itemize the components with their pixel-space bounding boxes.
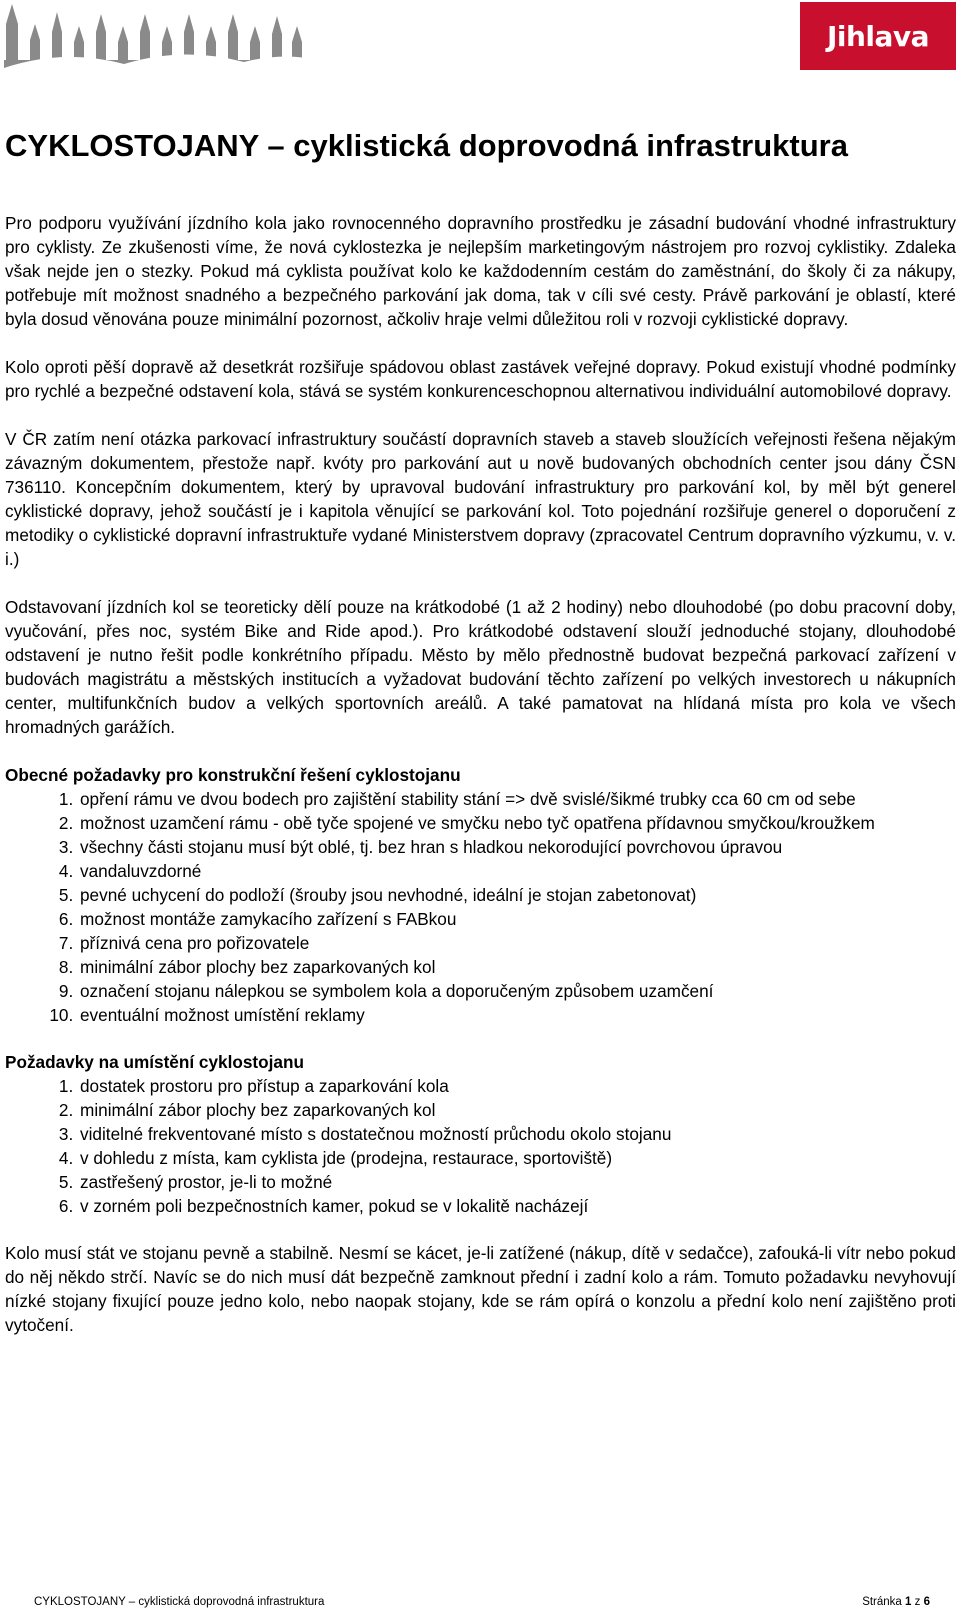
list-item: 1. opření rámu ve dvou bodech pro zajištění stability stání => dvě svislé/šikmé trubky cca 60 cm od sebe xyxy=(78,787,956,811)
section-title-construction: Obecné požadavky pro konstrukční řešení cyklostojanu xyxy=(5,764,461,785)
page-label: Stránka xyxy=(862,1596,902,1608)
list-item: 5. zastřešený prostor, je-li to možné xyxy=(78,1170,956,1194)
total-pages: 6 xyxy=(923,1596,930,1608)
document-title: CYKLOSTOJANY – cyklistická doprovodná infrastruktura xyxy=(5,128,848,163)
list-item: 4. vandaluvzdorné xyxy=(78,859,956,883)
of-label: z xyxy=(914,1596,921,1608)
section-title-placement: Požadavky na umístění cyklostojanu xyxy=(5,1051,304,1072)
list-item: 6. v zorném poli bezpečnostních kamer, pokud se v lokalitě nacházejí xyxy=(78,1194,956,1218)
paragraph-public-transport: Kolo oproti pěší dopravě až desetkrát rozšiřuje spádovou oblast zastávek veřejné dopravy. Pokud existují vhodné podmínky pro rychlé a bezpečné odstavení kola, stává se systém konkurenceschopnou alternativou individuální automobilové dopravy. xyxy=(5,356,956,401)
placement-requirements-list xyxy=(5,1074,956,1218)
list-item: 7. příznivá cena pro pořizovatele xyxy=(78,931,956,955)
city-logo: Jihlava xyxy=(800,2,956,70)
paragraph-intro: Pro podporu využívání jízdního kola jako rovnocenného dopravního prostředku je zásadní budování vhodné infrastruktury pro cyklisty. Ze zkušenosti víme, že nová cyklostezka je nejlepším marketingovým nástrojem pro rozvoj cyklistiky. Zdaleka však nejde jen o stezky. Pokud má cyklista používat kolo ke každodenním cestám do zaměstnání, do školy či za nákupy, potřebuje mít možnost snadného a bezpečného parkování jak doma, tak v cíli své cesty. Právě parkování je oblastí, které byla dosud věnována pouze minimální pozornost, ačkoliv hraje velmi důležitou roli v rozvoji cyklistické dopravy. xyxy=(5,212,956,329)
list-item: 3. viditelné frekventované místo s dostatečnou možností průchodu okolo stojanu xyxy=(78,1122,956,1146)
list-item: 10. eventuální možnost umístění reklamy xyxy=(78,1003,956,1027)
list-item: 2. možnost uzamčení rámu - obě tyče spojené ve smyčku nebo tyč opatřena přídavnou smyčkou/kroužkem xyxy=(78,811,956,835)
list-item: 9. označení stojanu nálepkou se symbolem kola a doporučeným způsobem uzamčení xyxy=(78,979,956,1003)
city-skyline-icon xyxy=(4,2,316,70)
footer-title: CYKLOSTOJANY – cyklistická doprovodná infrastruktura xyxy=(34,1596,325,1608)
construction-requirements-list xyxy=(5,787,956,1027)
list-item: 2. minimální zábor plochy bez zaparkovaných kol xyxy=(78,1098,956,1122)
page-header xyxy=(0,0,960,80)
paragraph-closing: Kolo musí stát ve stojanu pevně a stabilně. Nesmí se kácet, je-li zatížené (nákup, dítě v sedačce), zafouká-li vítr nebo pokud do něj někdo strčí. Navíc se do nich musí dát bezpečně zamknout přední i zadní kolo a rám. Tomuto požadavku nevyhovují nízké stojany fixující pouze jedno kolo, nebo naopak stojany, kde se rám opírá o konzolu a přední kolo není zajištěno proti vytočení. xyxy=(5,1242,956,1335)
paragraph-parking-types: Odstavovaní jízdních kol se teoreticky dělí pouze na krátkodobé (1 až 2 hodiny) nebo dlouhodobé (po dobu pracovní doby, vyučování, přes noc, systém Bike and Ride apod.). Pro krátkodobé odstavení slouží jednoduché stojany, dlouhodobé odstavení je nutno řešit podle konkrétního případu. Město by mělo přednostně budovat bezpečná parkovací zařízení v budovách magistrátu a městských institucích a vyžadovat budování těchto zařízení po velkých investorech u nákupních center, multifunkčních budov a velkých sportovních areálů. A také pamatovat na hlídaná místa pro kola ve všech hromadných garážích. xyxy=(5,596,956,737)
list-item: 3. všechny části stojanu musí být oblé, tj. bez hran s hladkou nekorodující povrchovou úpravou xyxy=(78,835,956,859)
document-body xyxy=(5,128,956,1361)
list-item: 1. dostatek prostoru pro přístup a zaparkování kola xyxy=(78,1074,956,1098)
current-page: 1 xyxy=(905,1596,912,1608)
page-number xyxy=(862,1594,930,1610)
list-item: 5. pevné uchycení do podloží (šrouby jsou nevhodné, ideální je stojan zabetonovat) xyxy=(78,883,956,907)
paragraph-legislation: V ČR zatím není otázka parkovací infrastruktury součástí dopravních staveb a staveb sloužících veřejnosti řešena nějakým závazným dokumentem, přestože např. kvóty pro parkování aut u nově budovaných obchodních center jsou dány ČSN 736110. Koncepčním dokumentem, který by upravoval budování infrastruktury pro parkování kol, by měl být generel cyklistické dopravy, jehož součástí je i kapitola věnující se parkování kol. Toto pojednání rozšiřuje generel o doporučení z metodiky o cyklistické dopravní infrastruktuře vydané Ministerstvem dopravy (zpracovatel Centrum dopravního výzkumu, v. v. i.) xyxy=(5,428,956,569)
list-item: 4. v dohledu z místa, kam cyklista jde (prodejna, restaurace, sportoviště) xyxy=(78,1146,956,1170)
list-item: 8. minimální zábor plochy bez zaparkovaných kol xyxy=(78,955,956,979)
list-item: 6. možnost montáže zamykacího zařízení s FABkou xyxy=(78,907,956,931)
page-footer xyxy=(34,1594,930,1610)
